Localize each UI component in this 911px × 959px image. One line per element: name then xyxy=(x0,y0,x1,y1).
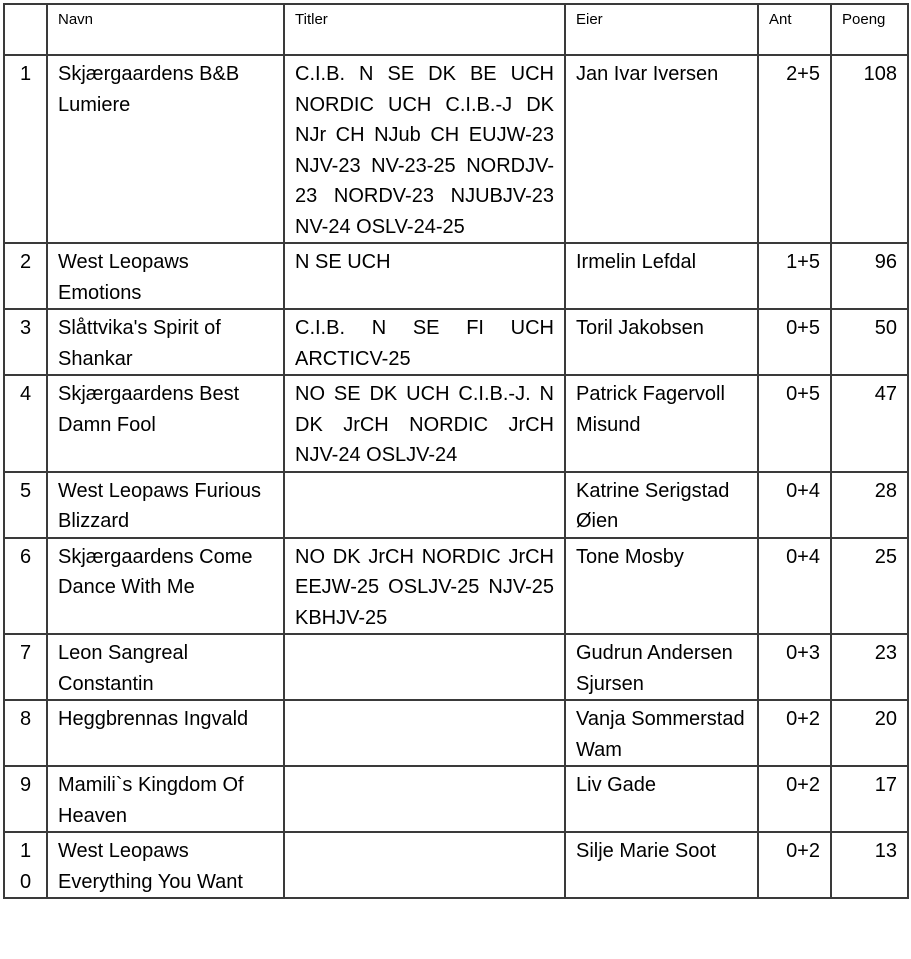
table-row xyxy=(4,243,908,309)
cell-navn: Skjærgaardens Best Damn Fool xyxy=(47,375,284,472)
cell-poeng: 50 xyxy=(831,309,908,375)
cell-ant: 0+5 xyxy=(758,375,831,472)
cell-eier: Jan Ivar Iversen xyxy=(565,55,758,243)
cell-titler xyxy=(284,700,565,766)
header-eier: Eier xyxy=(565,4,758,55)
cell-titler xyxy=(284,832,565,898)
cell-poeng: 47 xyxy=(831,375,908,472)
cell-eier: Vanja Sommerstad Wam xyxy=(565,700,758,766)
cell-rank: 7 xyxy=(4,634,47,700)
cell-titler xyxy=(284,472,565,538)
cell-ant: 0+4 xyxy=(758,538,831,635)
cell-poeng: 108 xyxy=(831,55,908,243)
cell-ant: 0+3 xyxy=(758,634,831,700)
cell-ant: 0+2 xyxy=(758,832,831,898)
cell-rank: 1 xyxy=(4,55,47,243)
cell-navn: West Leopaws Furious Blizzard xyxy=(47,472,284,538)
cell-ant: 0+2 xyxy=(758,700,831,766)
cell-eier: Silje Marie Soot xyxy=(565,832,758,898)
table-row xyxy=(4,766,908,832)
table-row xyxy=(4,832,908,898)
cell-rank: 5 xyxy=(4,472,47,538)
cell-titler xyxy=(284,766,565,832)
header-ant: Ant xyxy=(758,4,831,55)
cell-poeng: 28 xyxy=(831,472,908,538)
cell-rank: 3 xyxy=(4,309,47,375)
cell-rank: 6 xyxy=(4,538,47,635)
table-row xyxy=(4,472,908,538)
cell-navn: Heggbrennas Ingvald xyxy=(47,700,284,766)
cell-ant: 0+2 xyxy=(758,766,831,832)
table-row xyxy=(4,375,908,472)
cell-eier: Irmelin Lefdal xyxy=(565,243,758,309)
cell-navn: Slåttvika's Spirit of Shankar xyxy=(47,309,284,375)
header-row xyxy=(4,4,908,55)
table-row xyxy=(4,309,908,375)
cell-titler xyxy=(284,634,565,700)
cell-eier: Tone Mosby xyxy=(565,538,758,635)
cell-poeng: 23 xyxy=(831,634,908,700)
cell-navn: West Leopaws Everything You Want xyxy=(47,832,284,898)
cell-rank: 2 xyxy=(4,243,47,309)
cell-titler: NO DK JrCH NORDIC JrCH EEJW-25 OSLJV-25 NJV-25 KBHJV-25 xyxy=(284,538,565,635)
cell-titler: N SE UCH xyxy=(284,243,565,309)
cell-navn: West Leopaws Emotions xyxy=(47,243,284,309)
header-poeng: Poeng xyxy=(831,4,908,55)
cell-titler: NO SE DK UCH C.I.B.-J. N DK JrCH NORDIC JrCH NJV-24 OSLJV-24 xyxy=(284,375,565,472)
cell-eier: Patrick Fagervoll Misund xyxy=(565,375,758,472)
header-rank xyxy=(4,4,47,55)
cell-rank: 9 xyxy=(4,766,47,832)
cell-rank: 10 xyxy=(4,832,47,898)
cell-eier: Katrine Serigstad Øien xyxy=(565,472,758,538)
cell-poeng: 25 xyxy=(831,538,908,635)
cell-rank: 4 xyxy=(4,375,47,472)
cell-eier: Toril Jakobsen xyxy=(565,309,758,375)
header-titler: Titler xyxy=(284,4,565,55)
cell-eier: Gudrun Andersen Sjursen xyxy=(565,634,758,700)
cell-titler: C.I.B. N SE DK BE UCH NORDIC UCH C.I.B.-J DK NJr CH NJub CH EUJW-23 NJV-23 NV-23-25 NORDJV-23 NORDV-23 NJUBJV-23 NV-24 OSLV-24-25 xyxy=(284,55,565,243)
table-row xyxy=(4,700,908,766)
cell-poeng: 96 xyxy=(831,243,908,309)
cell-ant: 2+5 xyxy=(758,55,831,243)
table-row xyxy=(4,55,908,243)
header-navn: Navn xyxy=(47,4,284,55)
cell-ant: 1+5 xyxy=(758,243,831,309)
cell-titler: C.I.B. N SE FI UCH ARCTICV-25 xyxy=(284,309,565,375)
cell-navn: Mamili`s Kingdom Of Heaven xyxy=(47,766,284,832)
cell-navn: Skjærgaardens B&B Lumiere xyxy=(47,55,284,243)
ranking-table xyxy=(3,3,909,899)
table-row xyxy=(4,538,908,635)
cell-navn: Leon Sangreal Constantin xyxy=(47,634,284,700)
cell-rank: 8 xyxy=(4,700,47,766)
table-row xyxy=(4,634,908,700)
cell-ant: 0+5 xyxy=(758,309,831,375)
cell-poeng: 20 xyxy=(831,700,908,766)
cell-navn: Skjærgaardens Come Dance With Me xyxy=(47,538,284,635)
cell-eier: Liv Gade xyxy=(565,766,758,832)
cell-poeng: 17 xyxy=(831,766,908,832)
cell-poeng: 13 xyxy=(831,832,908,898)
cell-ant: 0+4 xyxy=(758,472,831,538)
